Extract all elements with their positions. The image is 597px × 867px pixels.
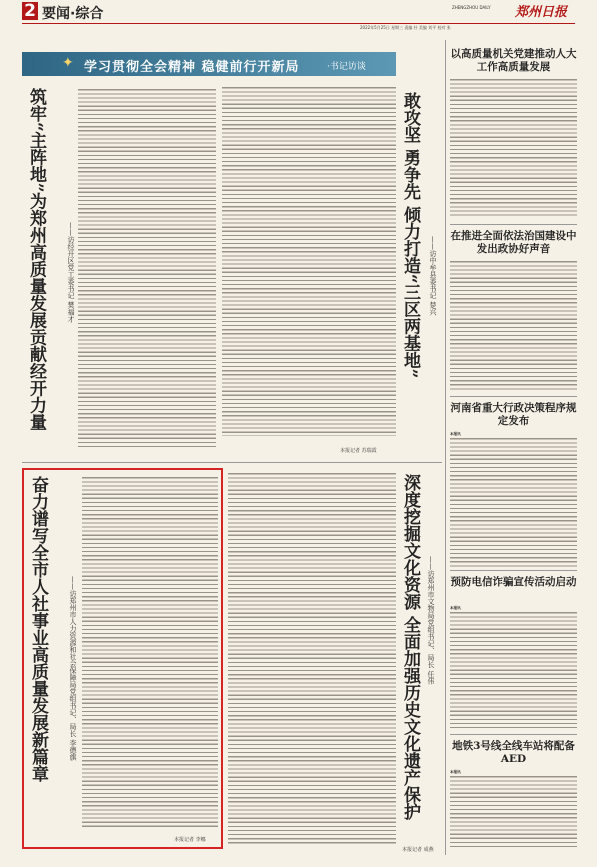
article-1-subtitle: ——访经开区党工委书记 樊福才 — [67, 222, 75, 323]
article-4 — [400, 470, 440, 850]
article-3-box — [22, 468, 223, 849]
right-1-title: 以高质量机关党建推动人大工作高质量发展 — [450, 48, 577, 73]
banner-star-icon: ✦ — [62, 55, 74, 71]
right-divider-4 — [450, 734, 577, 735]
right-2-title: 在推进全面依法治国建设中发出政协好声音 — [450, 230, 577, 255]
article-3-subtitle: ——访郑州市人力资源和社会保障局党组书记、局长 李德旗 — [69, 576, 77, 761]
article-2 — [400, 86, 440, 446]
right-divider-2 — [450, 396, 577, 397]
article-1-body-col2 — [222, 86, 396, 436]
banner-tag: ·书记访谈 — [327, 62, 366, 72]
right-5-title: 地铁3号线全线车站将配备AED — [452, 740, 575, 765]
horizontal-divider — [22, 462, 442, 463]
article-3-body-col2 — [228, 472, 396, 844]
right-4-title: 预防电信诈骗宣传活动启动 — [450, 576, 577, 588]
article-1-byline: 本报记者 苏瑞霞 — [340, 448, 377, 454]
banner-title: 学习贯彻全会精神 稳健前行开新局 — [84, 60, 300, 75]
right-3-title: 河南省重大行政决策程序规定发布 — [450, 402, 577, 427]
right-1-body — [450, 78, 577, 218]
article-2-subtitle: ——访中牟县委书记 楚兴 — [429, 236, 437, 316]
column-divider — [445, 40, 446, 855]
page-header — [0, 0, 597, 42]
header-meta: 2022年5月25日 星期三 责编 杜 美编 刘平 校对 张 — [360, 25, 451, 30]
page-number: 2 — [22, 2, 38, 20]
right-divider-1 — [450, 224, 577, 225]
header-rule — [22, 23, 575, 24]
article-2-title: 敢攻坚 勇争先 倾力打造“三区两基地” — [400, 92, 420, 379]
section-banner — [22, 52, 396, 76]
newspaper-logo: 郑州日报 — [515, 5, 568, 20]
right-3-body — [450, 437, 577, 567]
section-name: 要闻·综合 — [42, 6, 104, 22]
right-5-lead: 本报讯 — [450, 770, 461, 774]
logo-sub: ZHENGZHOU DAILY — [452, 5, 491, 10]
article-1-body-col1 — [78, 88, 216, 448]
article-1 — [22, 82, 218, 460]
article-4-byline: 本报记者 成燕 — [402, 847, 434, 853]
article-3-title: 奋力谱写全市人社事业高质量发展新篇章 — [28, 476, 48, 782]
right-2-body — [450, 260, 577, 390]
article-3-body-col1 — [82, 476, 218, 830]
article-1-title: 筑牢“主阵地”为郑州高质量发展贡献经开力量 — [26, 88, 46, 431]
right-3-lead: 本报讯 — [450, 432, 461, 436]
right-divider-3 — [450, 570, 577, 571]
right-4-lead: 本报讯 — [450, 606, 461, 610]
article-4-title: 深度挖掘文化资源 全面加强历史文化遗产保护 — [400, 474, 420, 820]
article-3-byline: 本报记者 李娜 — [174, 837, 206, 843]
right-5-body — [450, 775, 577, 850]
right-column — [450, 40, 577, 855]
right-4-body — [450, 611, 577, 729]
article-4-subtitle: ——访郑州市文物局党组书记、局长 任伟 — [427, 556, 435, 685]
